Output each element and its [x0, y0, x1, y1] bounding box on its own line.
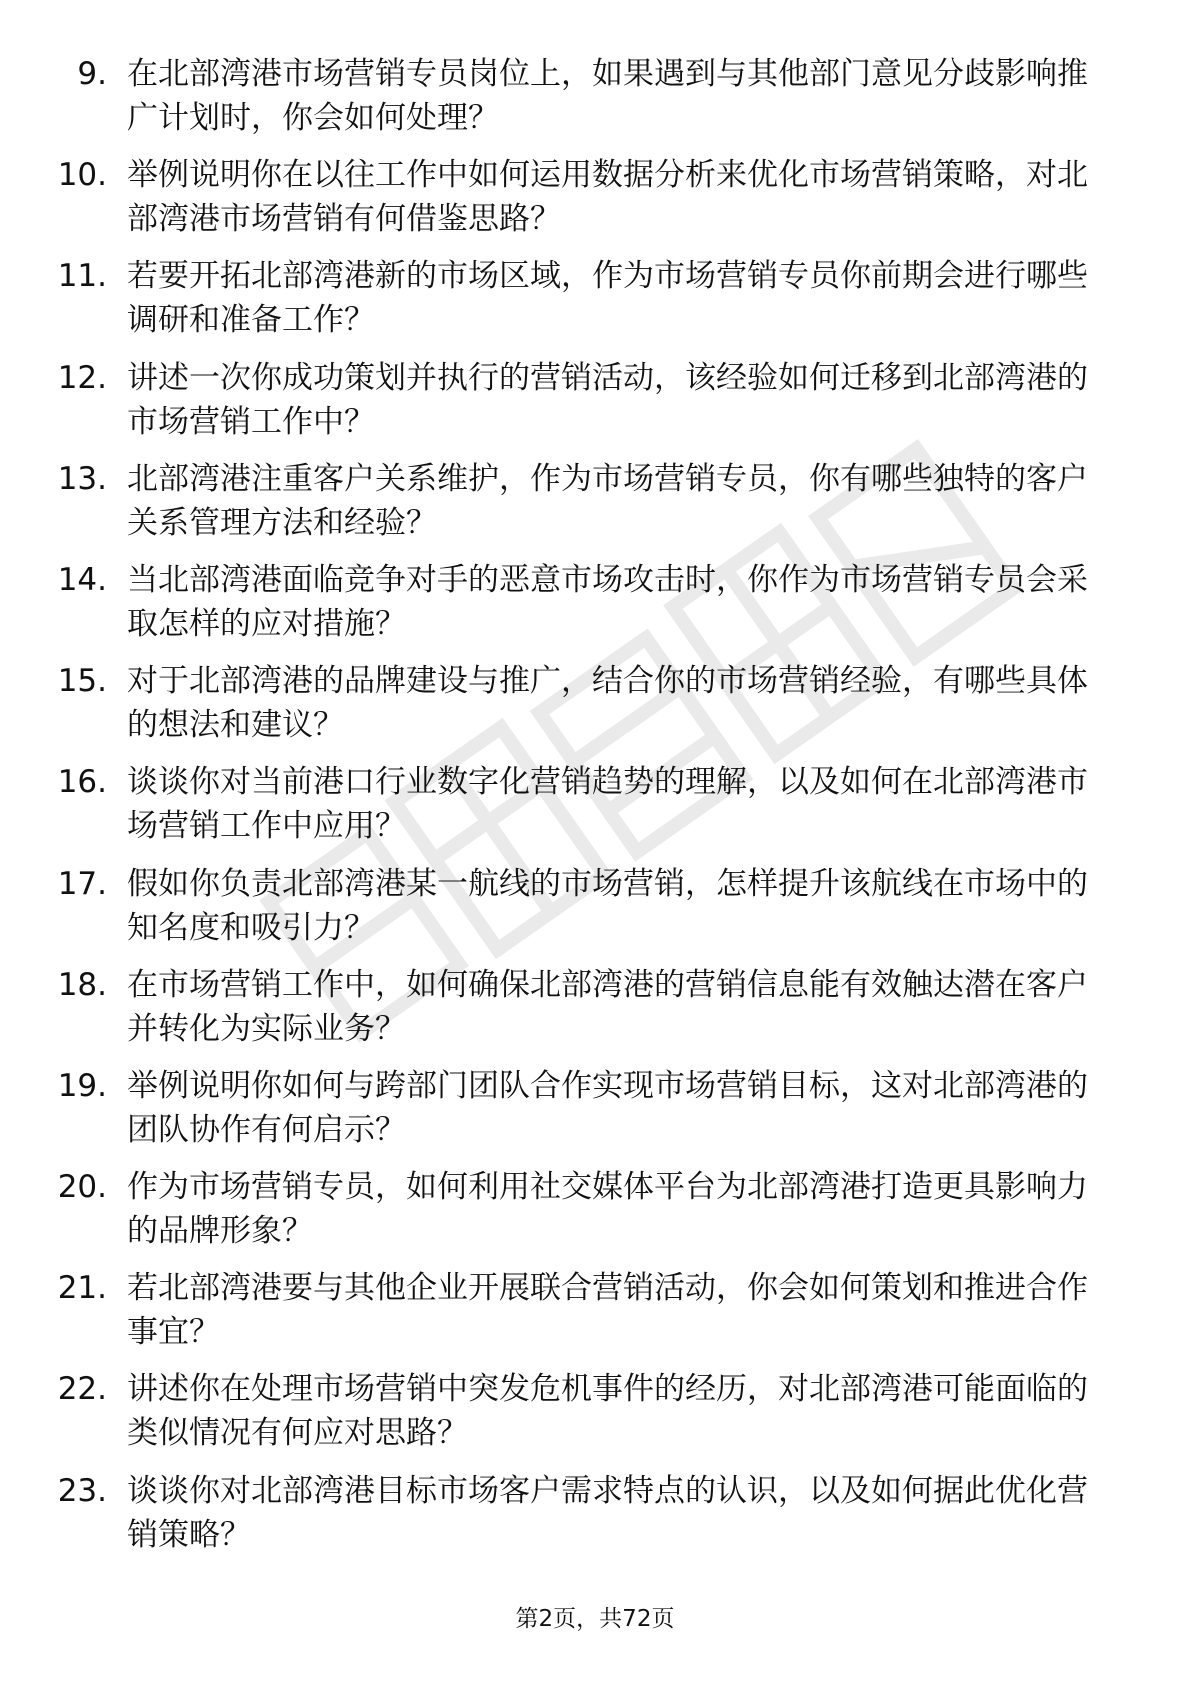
- question-item: [0, 1469, 1190, 1570]
- page-number-label: 第2页，共72页: [515, 1606, 675, 1632]
- question-item: [0, 356, 1190, 457]
- question-text: 若北部湾港要与其他企业开展联合营销活动，你会如何策划和推进合作事宜？: [127, 1270, 1088, 1351]
- page-footer: [0, 1604, 1190, 1634]
- question-item: [0, 862, 1190, 963]
- question-list: [0, 52, 1190, 1570]
- question-text: 作为市场营销专员，如何利用社交媒体平台为北部湾港打造更具影响力的品牌形象？: [127, 1169, 1088, 1250]
- question-text: 谈谈你对北部湾港目标市场客户需求特点的认识，以及如何据此优化营销策略？: [127, 1472, 1088, 1553]
- question-text: 北部湾港注重客户关系维护，作为市场营销专员，你有哪些独特的客户关系管理方法和经验？: [127, 460, 1088, 541]
- question-item: [0, 1064, 1190, 1165]
- question-item: [0, 1266, 1190, 1367]
- question-number: 10.: [57, 157, 107, 194]
- question-text: 举例说明你如何与跨部门团队合作实现市场营销目标，这对北部湾港的团队协作有何启示？: [127, 1067, 1088, 1148]
- question-item: [0, 963, 1190, 1064]
- question-item: [0, 52, 1190, 153]
- question-text: 当北部湾港面临竞争对手的恶意市场攻击时，你作为市场营销专员会采取怎样的应对措施？: [127, 561, 1088, 642]
- question-text: 对于北部湾港的品牌建设与推广，结合你的市场营销经验，有哪些具体的想法和建议？: [127, 663, 1088, 744]
- question-number: 17.: [57, 865, 107, 902]
- question-item: [0, 1367, 1190, 1468]
- question-text: 在北部湾港市场营销专员岗位上，如果遇到与其他部门意见分歧影响推广计划时，你会如何处理？: [127, 56, 1088, 136]
- question-number: 18.: [57, 966, 107, 1003]
- question-text: 讲述你在处理市场营销中突发危机事件的经历，对北部湾港可能面临的类似情况有何应对思路？: [127, 1371, 1088, 1452]
- question-number: 9.: [77, 56, 107, 92]
- question-number: 13.: [57, 460, 107, 497]
- question-number: 14.: [57, 561, 107, 598]
- question-number: 16.: [57, 764, 107, 801]
- question-number: 15.: [57, 663, 107, 700]
- question-text: 谈谈你对当前港口行业数字化营销趋势的理解，以及如何在北部湾港市场营销工作中应用？: [127, 764, 1088, 845]
- question-item: [0, 659, 1190, 760]
- question-number: 11.: [57, 258, 107, 295]
- question-item: [0, 153, 1190, 254]
- question-item: [0, 457, 1190, 558]
- question-item: [0, 1165, 1190, 1266]
- question-text: 讲述一次你成功策划并执行的营销活动，该经验如何迁移到北部湾港的市场营销工作中？: [127, 359, 1088, 440]
- question-number: 12.: [57, 359, 107, 396]
- question-number: 20.: [57, 1169, 107, 1206]
- question-item: [0, 760, 1190, 861]
- question-item: [0, 254, 1190, 355]
- question-text: 在市场营销工作中，如何确保北部湾港的营销信息能有效触达潜在客户并转化为实际业务？: [127, 966, 1088, 1047]
- question-number: 19.: [57, 1067, 107, 1104]
- question-text: 假如你负责北部湾港某一航线的市场营销，怎样提升该航线在市场中的知名度和吸引力？: [127, 865, 1088, 946]
- question-number: 22.: [57, 1371, 107, 1408]
- question-text: 举例说明你在以往工作中如何运用数据分析来优化市场营销策略，对北部湾港市场营销有何借鉴思路？: [127, 157, 1088, 238]
- question-number: 21.: [57, 1270, 107, 1307]
- question-item: [0, 558, 1190, 659]
- question-text: 若要开拓北部湾港新的市场区域，作为市场营销专员你前期会进行哪些调研和准备工作？: [127, 258, 1088, 339]
- question-number: 23.: [57, 1472, 107, 1509]
